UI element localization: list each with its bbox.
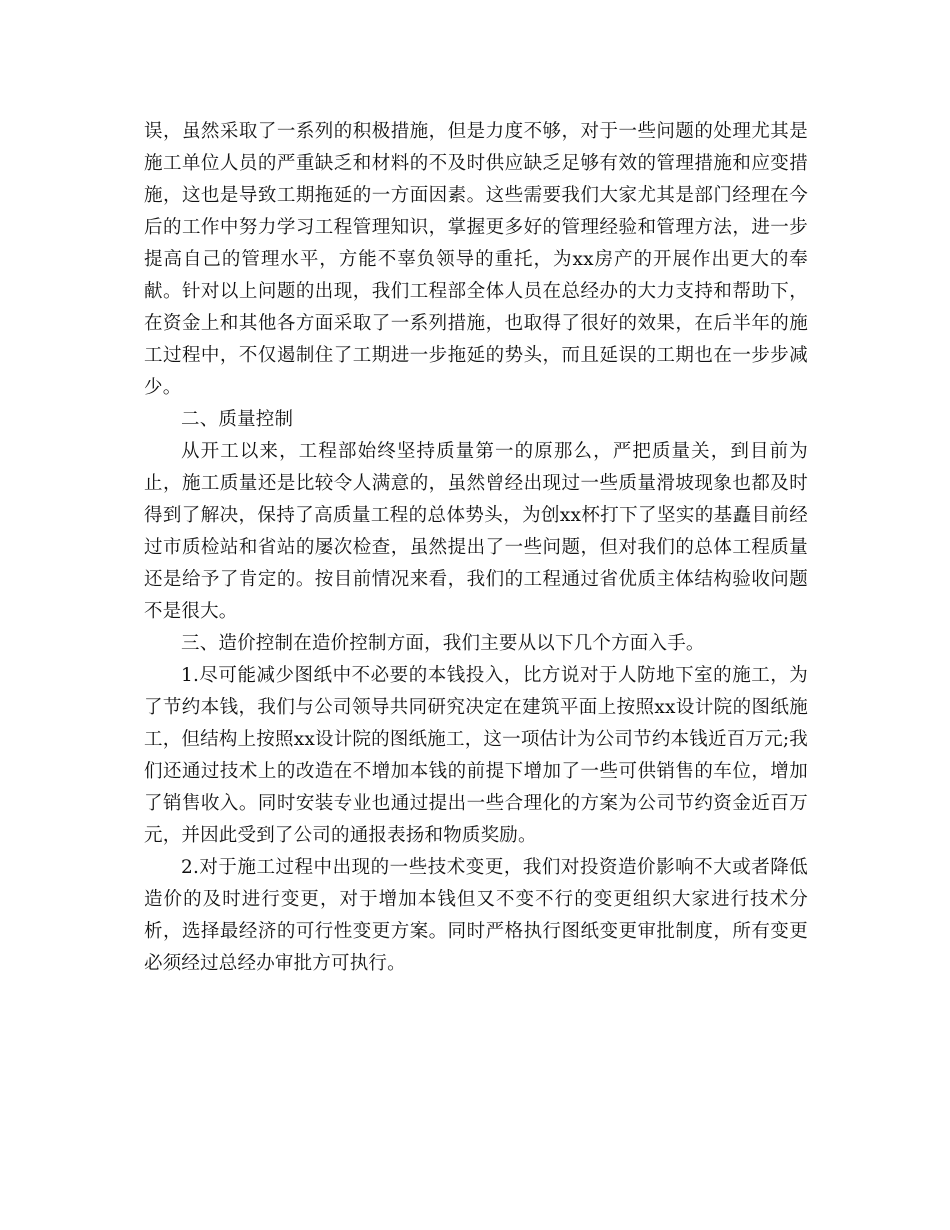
paragraph-cost-item-2: 2.对于施工过程中出现的一些技术变更，我们对投资造价影响不大或者降低造价的及时进行变更，对于增加本钱但又不变不行的变更组织大家进行技术分析，选择最经济的可行性变更方案。同时严格执行图纸变更审批制度，所有变更必须经过总经办审批方可执行。: [144, 857, 808, 974]
heading-cost-control: 三、造价控制在造价控制方面，我们主要从以下几个方面入手。: [181, 633, 705, 654]
heading-quality-control: 二、质量控制: [181, 409, 294, 430]
paragraph-schedule-delay: 误，虽然采取了一系列的积极措施，但是力度不够，对于一些问题的处理尤其是施工单位人员的严重缺乏和材料的不及时供应缺乏足够有效的管理措施和应变措施，这也是导致工期拖延的一方面因素。这些需要我们大家尤其是部门经理在今后的工作中努力学习工程管理知识，掌握更多好的管理经验和管理方法，进一步提高自己的管理水平，方能不辜负领导的重托，为xx房产的开展作出更大的奉献。针对以上问题的出现，我们工程部全体人员在总经办的大力支持和帮助下，在资金上和其他各方面采取了一系列措施，也取得了很好的效果，在后半年的施工过程中，不仅遏制住了工期进一步拖延的势头，而且延误的工期也在一步步减少。: [144, 121, 808, 398]
document-body: [144, 116, 808, 980]
paragraph-cost-item-1: 1.尽可能减少图纸中不必要的本钱投入，比方说对于人防地下室的施工，为了节约本钱，我们与公司领导共同研究决定在建筑平面上按照xx设计院的图纸施工，但结构上按照xx设计院的图纸施工，这一项估计为公司节约本钱近百万元;我们还通过技术上的改造在不增加本钱的前提下增加了一些可供销售的车位，增加了销售收入。同时安装专业也通过提出一些合理化的方案为公司节约资金近百万元，并因此受到了公司的通报表扬和物质奖励。: [144, 665, 808, 846]
paragraph-quality-control: 从开工以来，工程部始终坚持质量第一的原那么，严把质量关，到目前为止，施工质量还是比较令人满意的，虽然曾经出现过一些质量滑坡现象也都及时得到了解决，保持了高质量工程的总体势头，为创xx杯打下了坚实的基矗目前经过市质检站和省站的屡次检查，虽然提出了一些问题，但对我们的总体工程质量还是给予了肯定的。按目前情况来看，我们的工程通过省优质主体结构验收问题不是很大。: [144, 441, 808, 622]
